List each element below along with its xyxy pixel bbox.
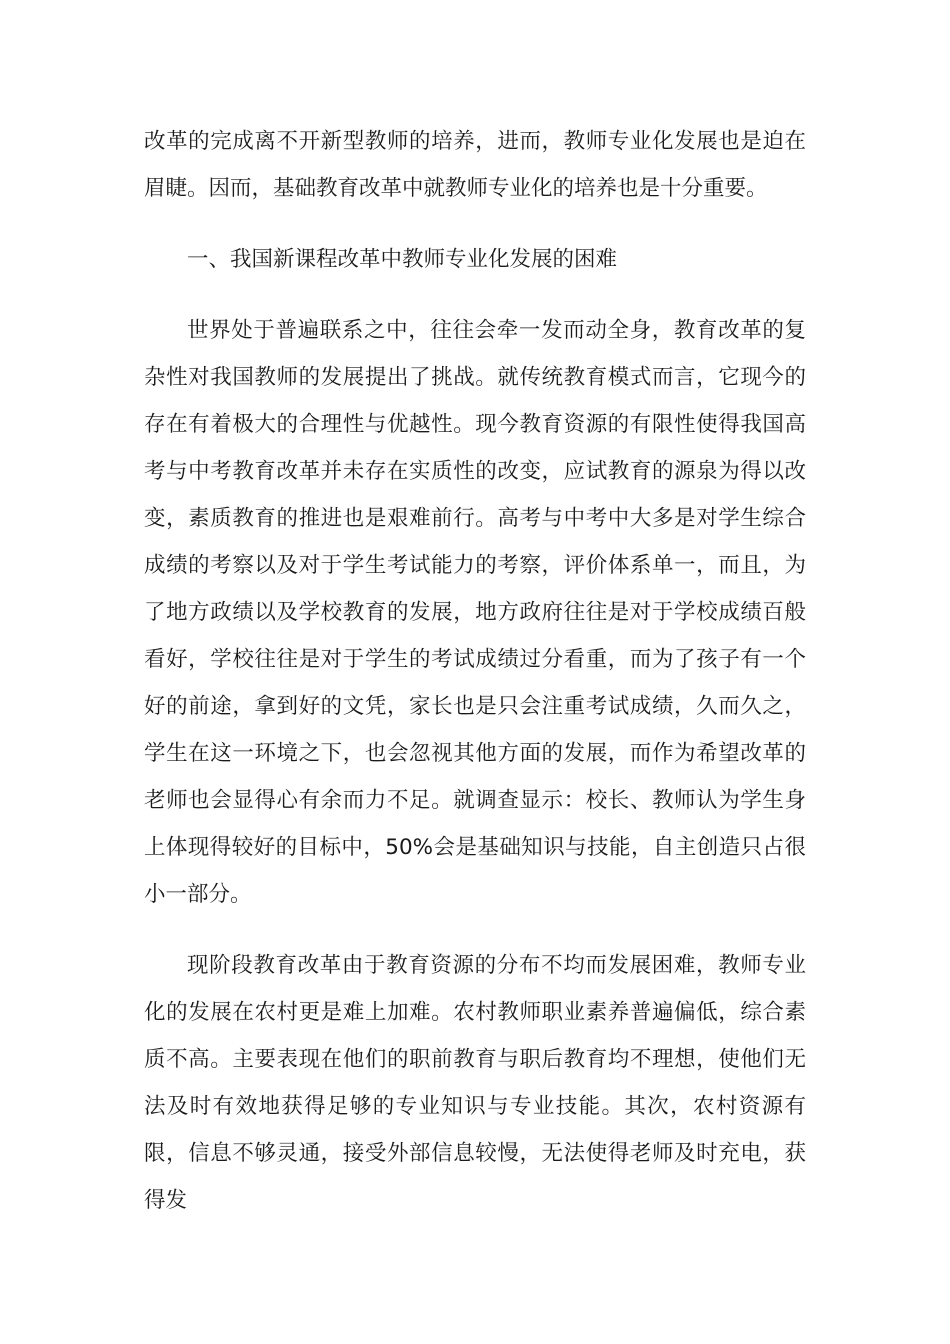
document-body — [144, 118, 806, 1224]
section-heading: 一、我国新课程改革中教师专业化发展的困难 — [187, 247, 618, 272]
paragraph-2: 现阶段教育改革由于教育资源的分布不均而发展困难，教师专业化的发展在农村更是难上加难。农村教师职业素养普遍偏低，综合素质不高。主要表现在他们的职前教育与职后教育均不理想，使他们无法及时有效地获得足够的专业知识与专业技能。其次，农村资源有限，信息不够灵通，接受外部信息较慢，无法使得老师及时充电，获得发 — [144, 953, 806, 1213]
paragraph-1: 世界处于普遍联系之中，往往会牵一发而动全身，教育改革的复杂性对我国教师的发展提出了挑战。就传统教育模式而言，它现今的存在有着极大的合理性与优越性。现今教育资源的有限性使得我国高考与中考教育改革并未存在实质性的改变，应试教育的源泉为得以改变，素质教育的推进也是艰难前行。高考与中考中大多是对学生综合成绩的考察以及对于学生考试能力的考察，评价体系单一，而且，为了地方政绩以及学校教育的发展，地方政府往往是对于学校成绩百般看好，学校往往是对于学生的考试成绩过分看重，而为了孩子有一个好的前途，拿到好的文凭，家长也是只会注重考试成绩，久而久之，学生在这一环境之下，也会忽视其他方面的发展，而作为希望改革的老师也会显得心有余而力不足。就调查显示：校长、教师认为学生身上体现得较好的目标中，50%会是基础知识与技能，自主创造只占很小一部分。 — [144, 318, 806, 907]
paragraph-continued: 改革的完成离不开新型教师的培养，进而，教师专业化发展也是迫在眉睫。因而，基础教育改革中就教师专业化的培养也是十分重要。 — [144, 129, 806, 201]
